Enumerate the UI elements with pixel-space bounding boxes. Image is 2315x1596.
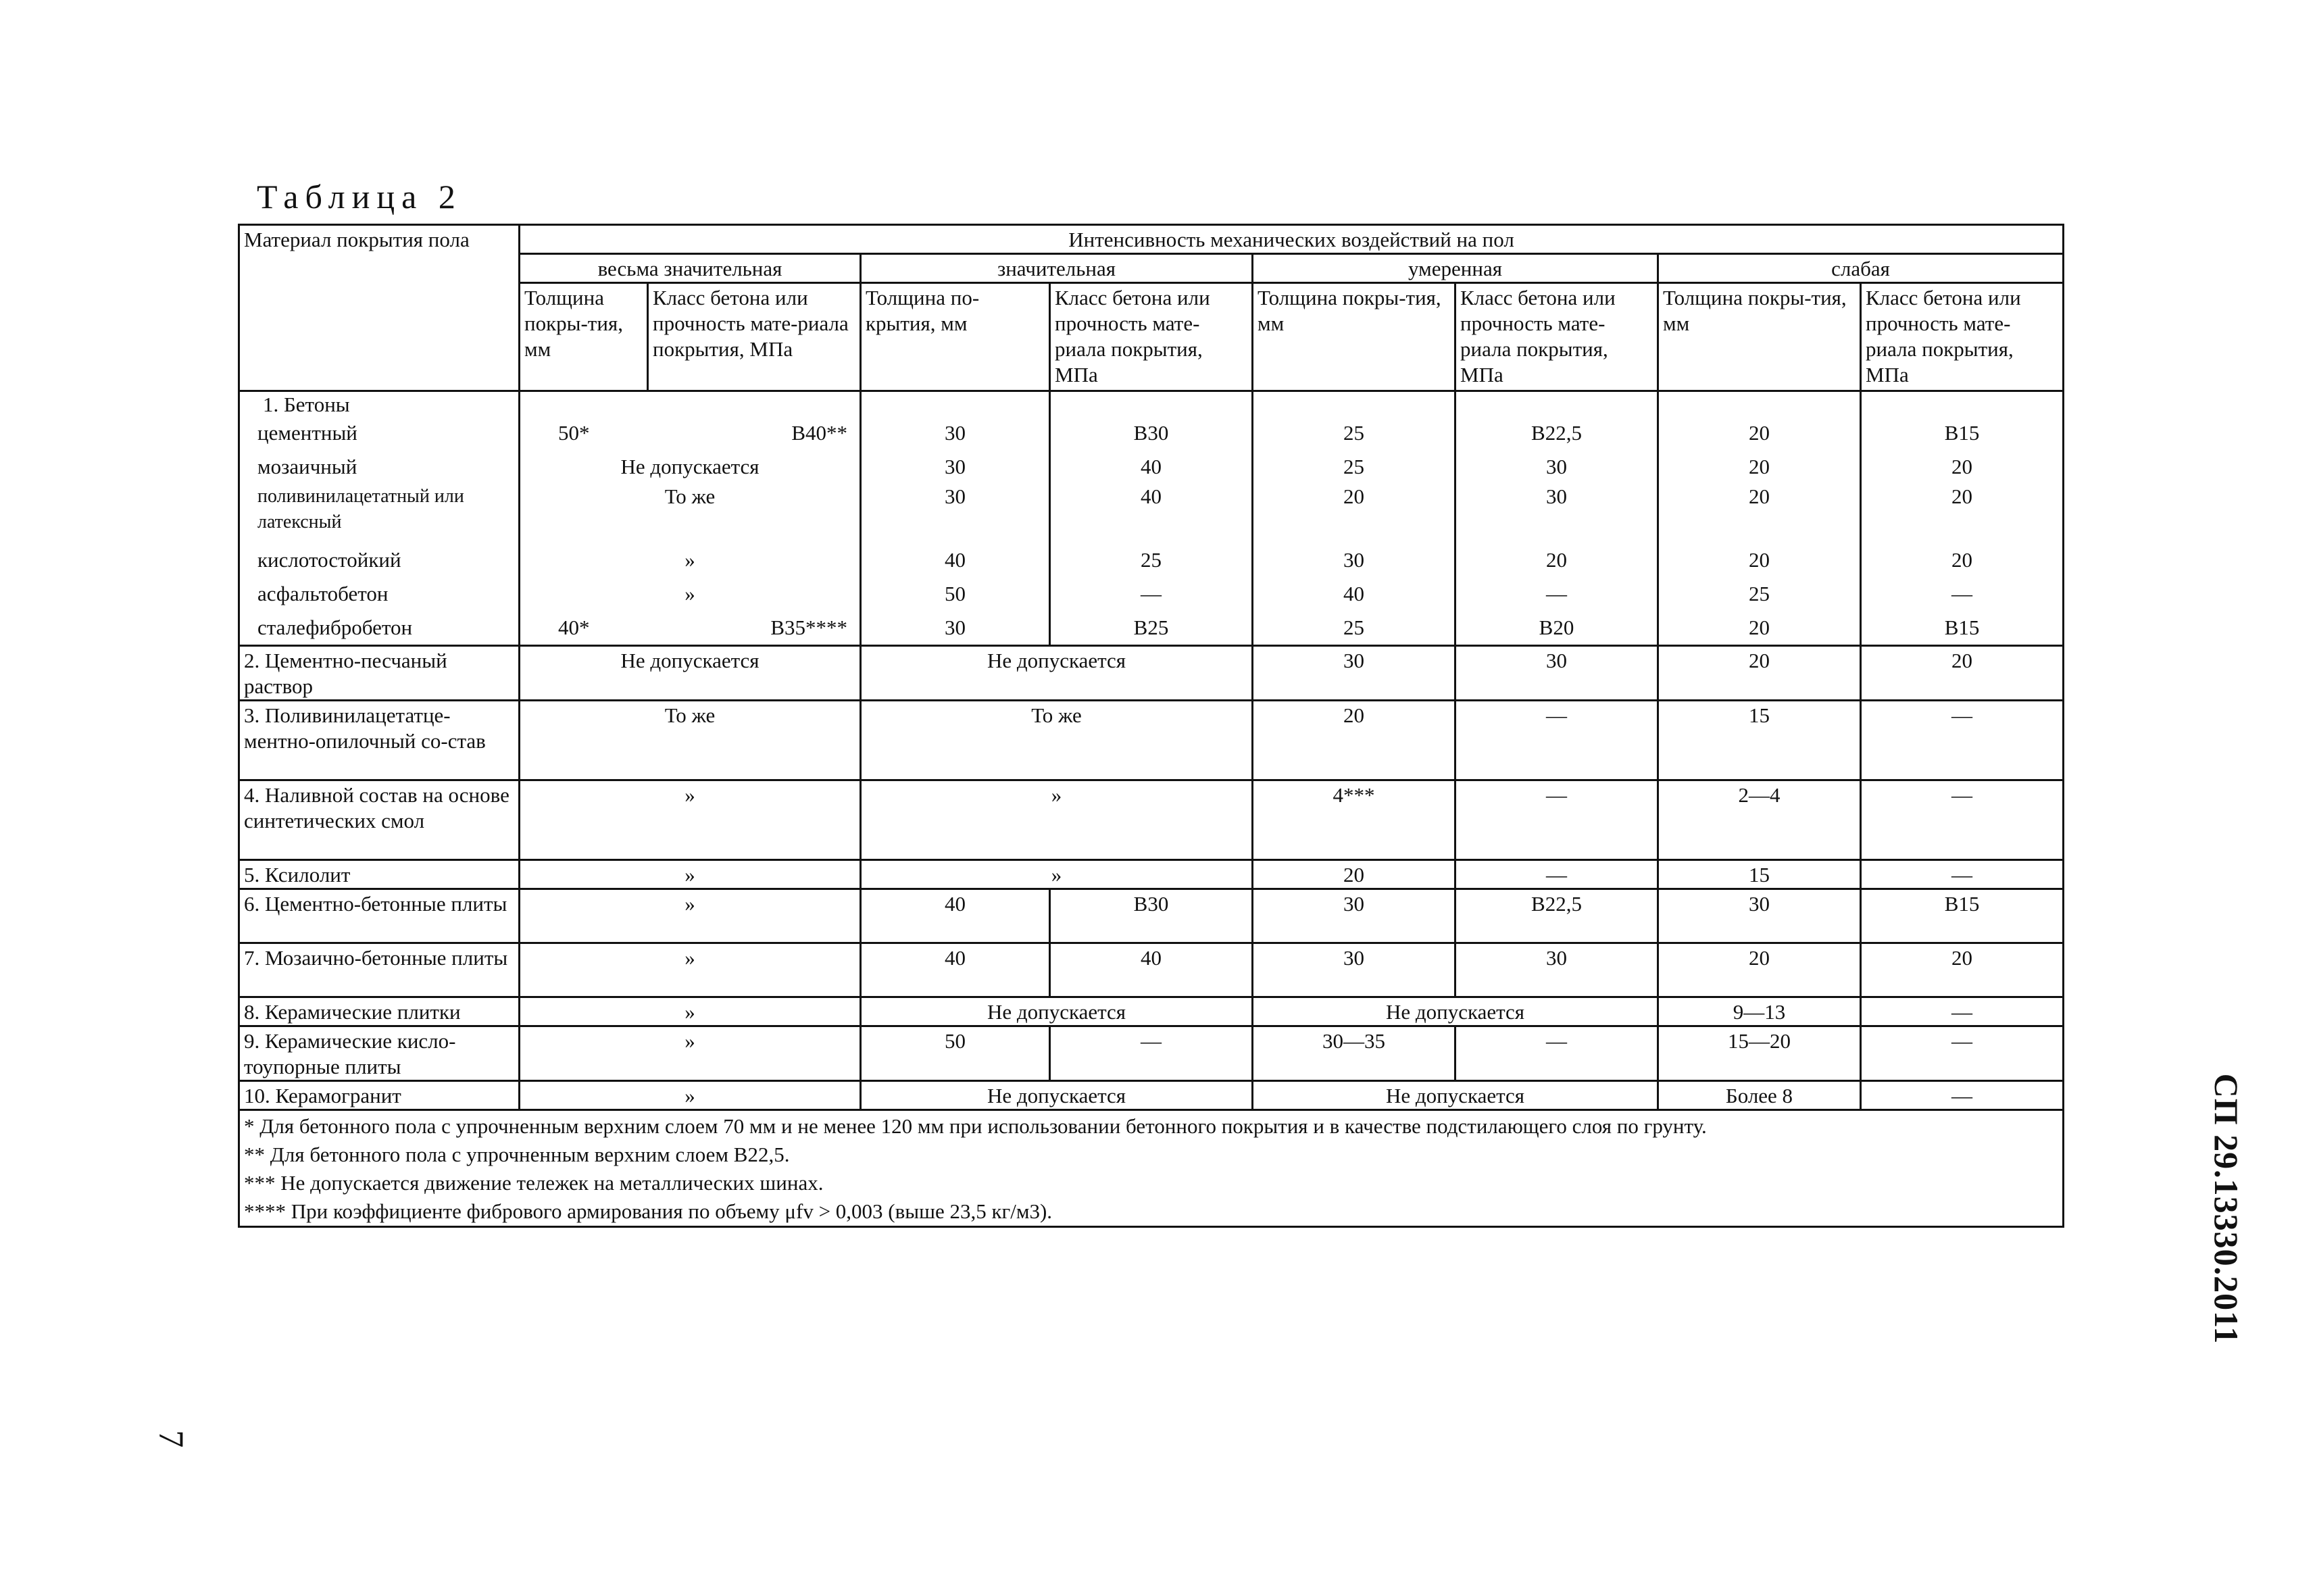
header-group-very-high: весьма значительная xyxy=(520,254,861,283)
concretes-col3: 30 30 30 40 50 30 xyxy=(861,391,1050,646)
cell: Не допускается xyxy=(861,646,1253,701)
header-class-2: Класс бетона или прочность мате-риала покрытия, МПа xyxy=(1050,283,1253,391)
cell: 30 xyxy=(1455,646,1658,701)
cell: 30—35 xyxy=(1253,1026,1455,1081)
cell: — xyxy=(1861,1081,2064,1110)
document-code: СП 29.13330.2011 xyxy=(2208,1073,2245,1345)
cell: 40 xyxy=(1050,943,1253,997)
cell: 20 xyxy=(1658,646,1861,701)
cell: В15 xyxy=(1861,889,2064,943)
footnote: * Для бетонного пола с упрочненным верхним слоем 70 мм и не менее 120 мм при использовании бетонного покрытия и в качестве подстилающего слоя по грунту. xyxy=(244,1114,1707,1138)
cell: — xyxy=(1861,780,2064,860)
row-label: 9. Керамические кисло-тоупорные плиты xyxy=(239,1026,520,1081)
concrete-name: сталефибробетон xyxy=(257,616,413,639)
cell: 30 xyxy=(1253,646,1455,701)
cell: » xyxy=(520,943,861,997)
concrete-name: асфальтобетон xyxy=(257,582,389,605)
cell: » xyxy=(520,997,861,1026)
notes-row xyxy=(239,1110,2064,1227)
concrete-cell: » xyxy=(684,548,695,572)
header-material: Материал покрытия пола xyxy=(239,225,520,391)
header-thickness-1: Толщина покры-тия, мм xyxy=(520,283,648,391)
concretes-block xyxy=(239,391,2064,646)
cell: 30 xyxy=(1658,889,1861,943)
header-group-high: значительная xyxy=(861,254,1253,283)
cell: — xyxy=(1861,1026,2064,1081)
cell: — xyxy=(1455,780,1658,860)
header-class-4: Класс бетона или прочность мате-риала покрытия, МПа xyxy=(1861,283,2064,391)
cell: То же xyxy=(520,701,861,780)
header-class-3: Класс бетона или прочность мате-риала покрытия, МПа xyxy=(1455,283,1658,391)
row-label: 2. Цементно-песчаный раствор xyxy=(239,646,520,701)
table-title: Таблица 2 xyxy=(257,178,462,216)
cell: 15 xyxy=(1658,860,1861,889)
table-row xyxy=(239,780,2064,860)
cell: — xyxy=(1455,1026,1658,1081)
cell: Не допускается xyxy=(861,1081,1253,1110)
header-group-moderate: умеренная xyxy=(1253,254,1658,283)
cell: » xyxy=(520,889,861,943)
header-class-1: Класс бетона или прочность мате-риала покрытия, МПа xyxy=(648,283,861,391)
cell: » xyxy=(520,1026,861,1081)
row-label: 10. Керамогранит xyxy=(239,1081,520,1110)
header-thickness-4: Толщина покры-тия, мм xyxy=(1658,283,1861,391)
cell: 20 xyxy=(1658,943,1861,997)
table-row xyxy=(239,943,2064,997)
concretes-heading: 1. Бетоны xyxy=(263,393,350,416)
concrete-cell: 50* В40** xyxy=(558,421,847,445)
cell: 2—4 xyxy=(1658,780,1861,860)
cell: 40 xyxy=(861,889,1050,943)
header-thickness-3: Толщина покры-тия, мм xyxy=(1253,283,1455,391)
concretes-group1 xyxy=(520,391,861,646)
cell: — xyxy=(1861,997,2064,1026)
table-row xyxy=(239,701,2064,780)
cell: » xyxy=(520,860,861,889)
cell: 9—13 xyxy=(1658,997,1861,1026)
footnote: **** При коэффициенте фибрового армирования по объему μfv > 0,003 (выше 23,5 кг/м3). xyxy=(244,1199,1053,1223)
concretes-col8: В15 20 20 20 — В15 xyxy=(1861,391,2064,646)
concrete-cell: Не допускается xyxy=(620,455,760,478)
row-label: 5. Ксилолит xyxy=(239,860,520,889)
cell: — xyxy=(1861,701,2064,780)
cell: То же xyxy=(861,701,1253,780)
concrete-cell: То же xyxy=(664,484,716,508)
concretes-col6: В22,5 30 30 20 — В20 xyxy=(1455,391,1658,646)
cell: В30 xyxy=(1050,889,1253,943)
cell: 20 xyxy=(1253,860,1455,889)
cell: 20 xyxy=(1861,943,2064,997)
table-row xyxy=(239,1026,2064,1081)
table-row xyxy=(239,889,2064,943)
concretes-names xyxy=(239,391,520,646)
cell: » xyxy=(520,780,861,860)
requirements-table xyxy=(238,224,2064,1228)
cell: Не допускается xyxy=(861,997,1253,1026)
cell: » xyxy=(861,780,1253,860)
concretes-col4: В30 40 40 25 — В25 xyxy=(1050,391,1253,646)
header-group-weak: слабая xyxy=(1658,254,2064,283)
row-label: 7. Мозаично-бетонные плиты xyxy=(239,943,520,997)
concrete-name: цементный xyxy=(257,421,357,445)
cell: В22,5 xyxy=(1455,889,1658,943)
row-label: 4. Наливной состав на основе синтетических смол xyxy=(239,780,520,860)
concrete-cell: 40* В35**** xyxy=(558,616,847,639)
cell: — xyxy=(1861,860,2064,889)
cell: 30 xyxy=(1253,943,1455,997)
cell: — xyxy=(1455,860,1658,889)
cell: » xyxy=(520,1081,861,1110)
cell: 50 xyxy=(861,1026,1050,1081)
cell: 15—20 xyxy=(1658,1026,1861,1081)
footnote: *** Не допускается движение тележек на металлических шинах. xyxy=(244,1171,824,1195)
cell: » xyxy=(861,860,1253,889)
cell: 20 xyxy=(1253,701,1455,780)
concretes-col5: 25 25 20 30 40 25 xyxy=(1253,391,1455,646)
header-intensity: Интенсивность механических воздействий на пол xyxy=(520,225,2064,254)
cell: 15 xyxy=(1658,701,1861,780)
table-row xyxy=(239,1081,2064,1110)
cell: Не допускается xyxy=(1253,1081,1658,1110)
cell: Не допускается xyxy=(1253,997,1658,1026)
page-number: 7 xyxy=(151,1430,191,1448)
table-row xyxy=(239,646,2064,701)
table-row xyxy=(239,997,2064,1026)
concretes-col7: 20 20 20 20 25 20 xyxy=(1658,391,1861,646)
concrete-cell: » xyxy=(684,582,695,605)
cell: 40 xyxy=(861,943,1050,997)
cell: Более 8 xyxy=(1658,1081,1861,1110)
cell: — xyxy=(1050,1026,1253,1081)
row-label: 6. Цементно-бетонные плиты xyxy=(239,889,520,943)
row-label: 8. Керамические плитки xyxy=(239,997,520,1026)
concrete-name: поливинилацетатный или латексный xyxy=(257,486,464,532)
cell: 30 xyxy=(1253,889,1455,943)
cell: 4*** xyxy=(1253,780,1455,860)
footnotes xyxy=(239,1110,2064,1227)
cell: 30 xyxy=(1455,943,1658,997)
cell: — xyxy=(1455,701,1658,780)
header-row-1 xyxy=(239,225,2064,254)
header-thickness-2: Толщина по-крытия, мм xyxy=(861,283,1050,391)
concrete-name: мозаичный xyxy=(257,455,357,478)
footnote: ** Для бетонного пола с упрочненным верхним слоем В22,5. xyxy=(244,1143,790,1166)
cell: 20 xyxy=(1861,646,2064,701)
cell: Не допускается xyxy=(520,646,861,701)
concrete-name: кислотостойкий xyxy=(257,548,401,572)
row-label: 3. Поливинилацетатце-ментно-опилочный со-став xyxy=(239,701,520,780)
table-row xyxy=(239,860,2064,889)
